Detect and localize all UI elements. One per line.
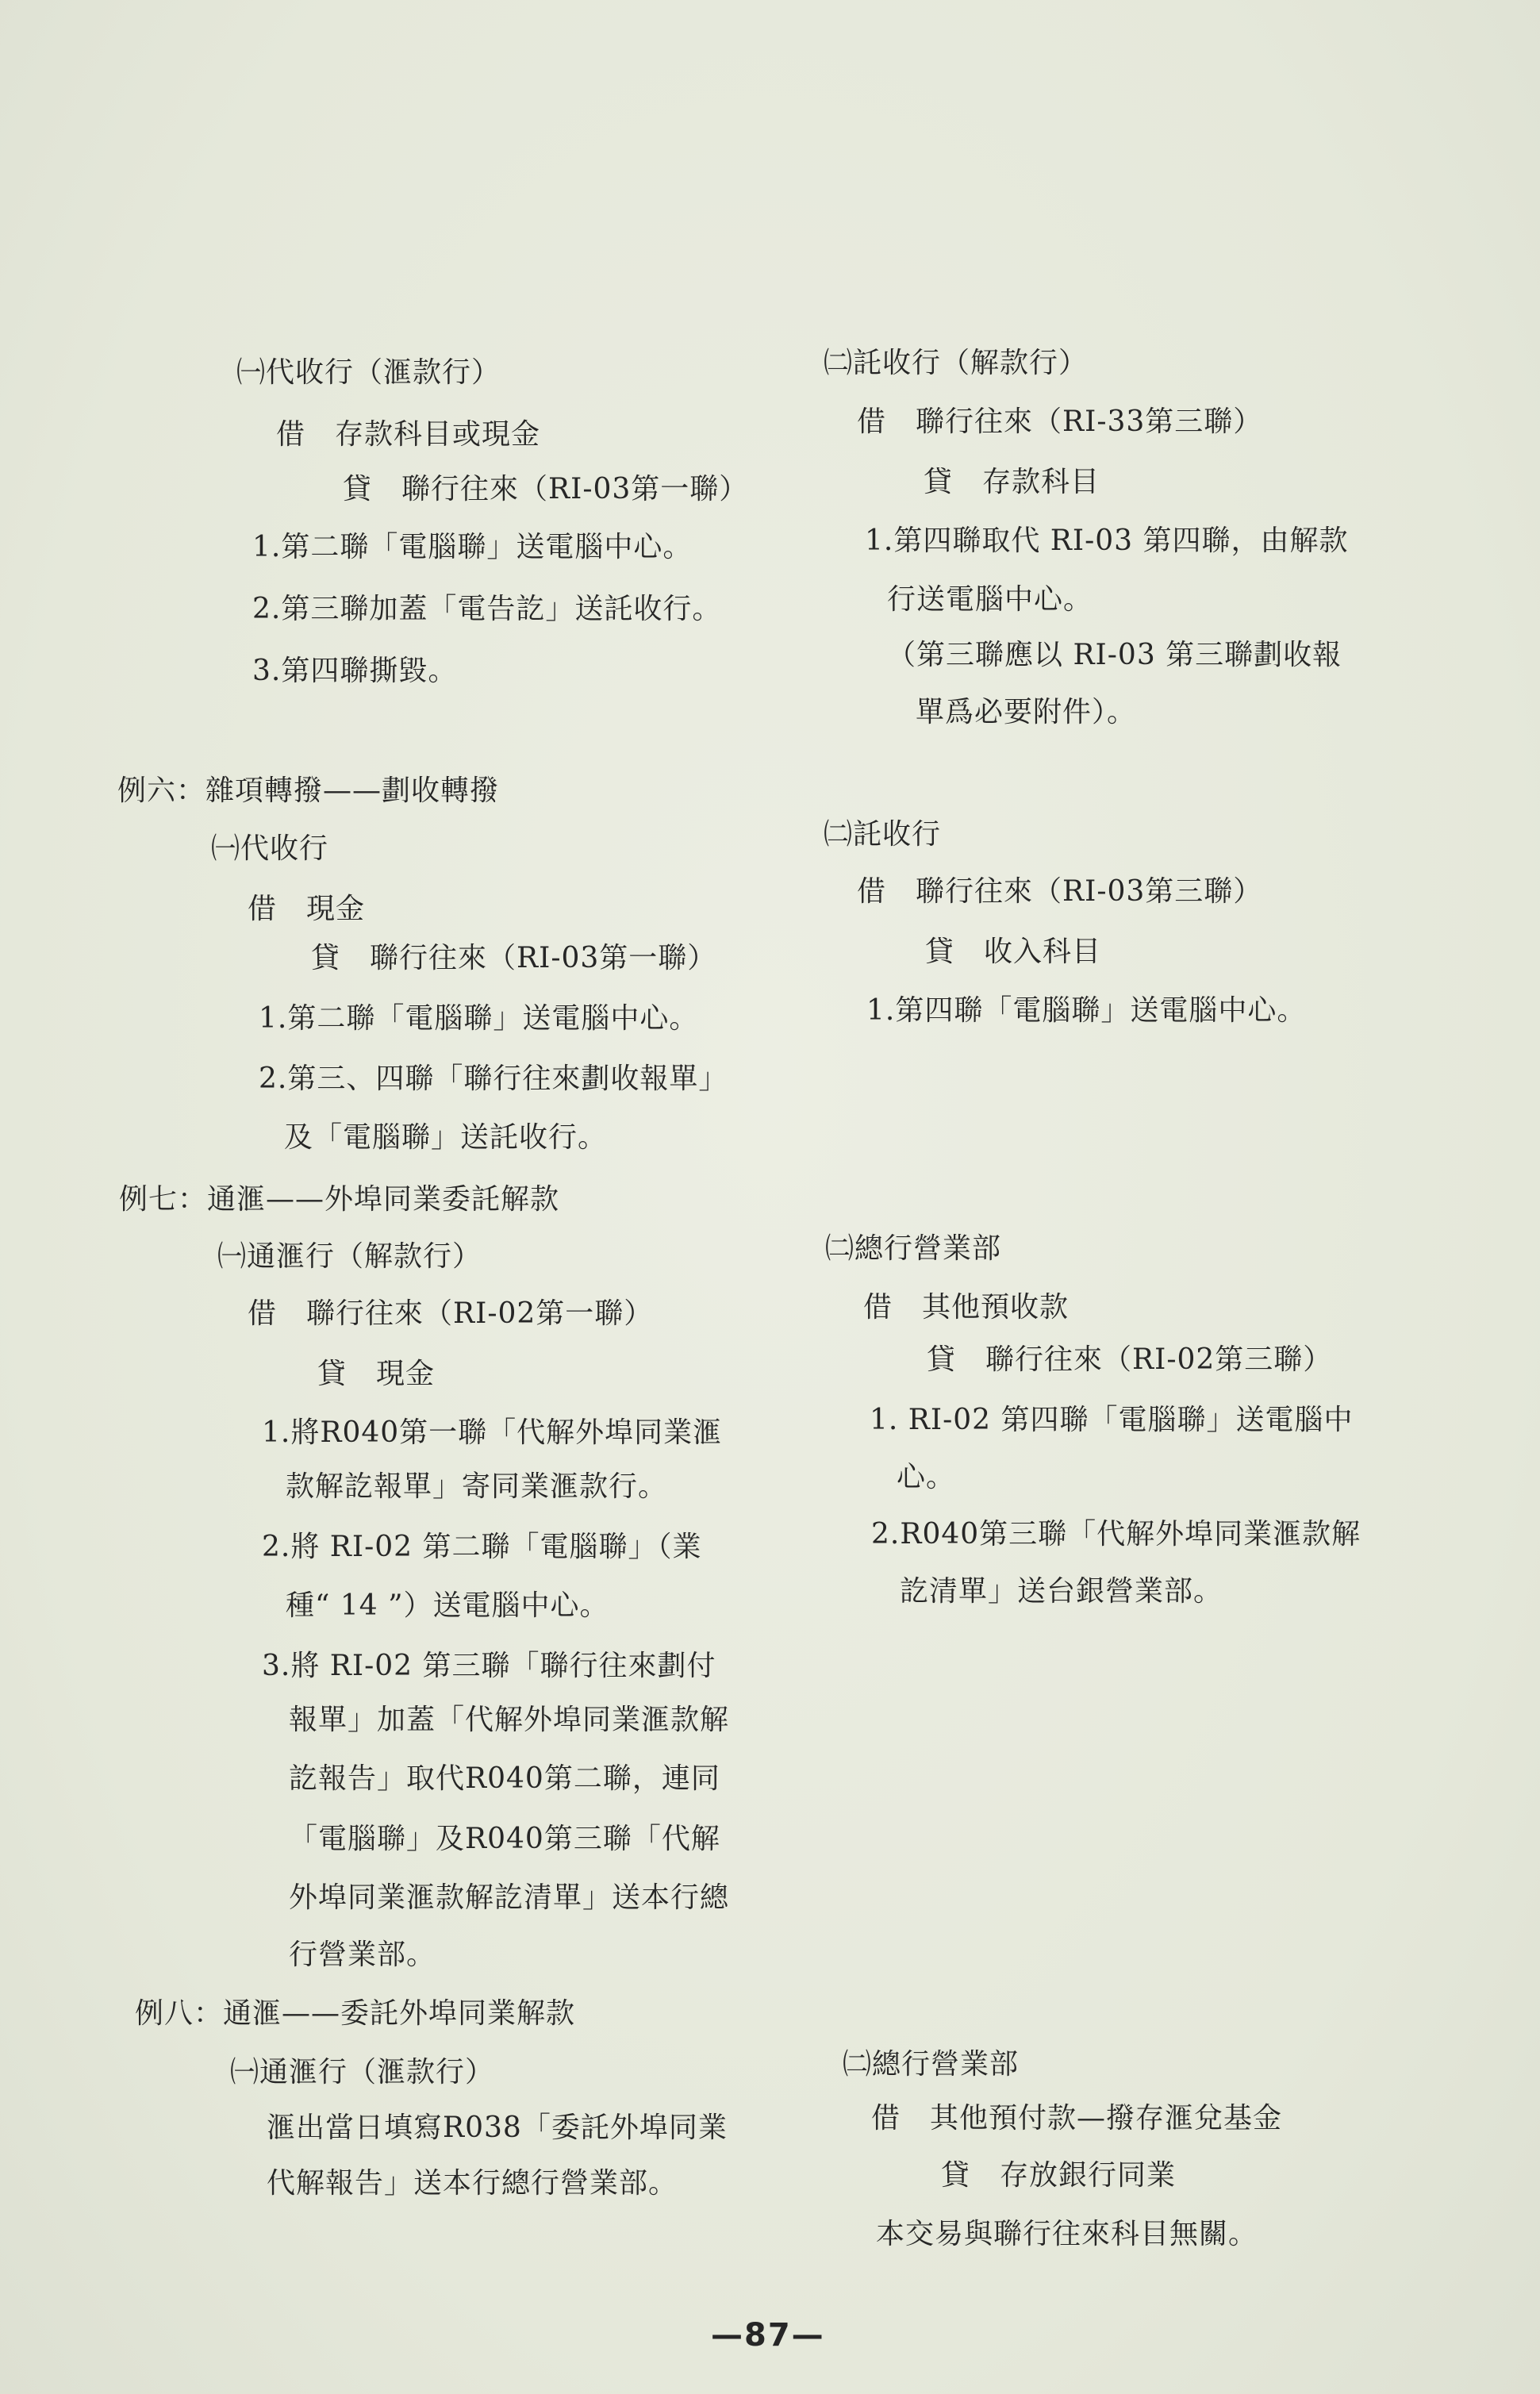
example6-sub: ㈠代收行	[211, 832, 329, 865]
example7-step2a: 2.將 RI-02 第二聯「電腦聯」（業	[262, 1531, 702, 1563]
example8-line2: 代解報告」送本行總行營業部。	[267, 2167, 678, 2200]
example7-sub: ㈠通滙行（解款行）	[217, 1240, 482, 1273]
example7-step1a: 1.將R040第一聯「代解外埠同業滙	[262, 1416, 723, 1449]
example7-credit: 貸 現金	[317, 1358, 436, 1390]
right-ex8-note: 本交易與聯行往來科目無關。	[876, 2218, 1258, 2250]
example7-debit: 借 聯行往來（RI-02第一聯）	[248, 1297, 654, 1330]
right-ex7-credit: 貸 聯行往來（RI-02第三聯）	[927, 1343, 1333, 1376]
example7-title: 例七：通滙——外埠同業委託解款	[119, 1183, 560, 1216]
right-s1-note2: 單爲必要附件）。	[916, 696, 1137, 728]
left-s1-step3: 3.第四聯撕毀。	[252, 655, 458, 687]
right-ex8-heading: ㈡總行營業部	[843, 2048, 1020, 2081]
right-s1-note1: （第三聯應以 RI-03 第三聯劃收報	[887, 639, 1342, 671]
example7-step3a: 3.將 RI-02 第三聯「聯行往來劃付	[262, 1650, 716, 1682]
right-ex6-debit: 借 聯行往來（RI-03第三聯）	[857, 875, 1263, 908]
example6-title: 例六：雜項轉撥——劃收轉撥	[117, 774, 500, 807]
example8-title: 例八：通滙——委託外埠同業解款	[135, 1997, 576, 2030]
left-s1-step2: 2.第三聯加蓋「電告訖」送託收行。	[252, 593, 722, 625]
right-ex8-debit: 借 其他預付款—撥存滙兌基金	[871, 2102, 1283, 2135]
example6-credit: 貸 聯行往來（RI-03第一聯）	[311, 942, 717, 974]
right-s1-step1a: 1.第四聯取代 RI-03 第四聯，由解款	[865, 525, 1349, 557]
example7-step3f: 行營業部。	[289, 1939, 436, 1971]
example8-line1: 滙出當日填寫R038「委託外埠同業	[267, 2112, 728, 2144]
right-ex6-step1: 1.第四聯「電腦聯」送電腦中心。	[866, 994, 1307, 1027]
example6-step2b: 及「電腦聯」送託收行。	[284, 1121, 608, 1154]
right-ex7-step2a: 2.R040第三聯「代解外埠同業滙款解	[871, 1518, 1361, 1551]
example7-step3e: 外埠同業滙款解訖清單」送本行總	[289, 1881, 730, 1914]
right-ex6-heading: ㈡託收行	[824, 818, 942, 851]
right-ex7-debit: 借 其他預收款	[863, 1291, 1070, 1324]
example7-step3d: 「電腦聯」及R040第三聯「代解	[289, 1823, 720, 1855]
example7-step3b: 報單」加蓋「代解外埠同業滙款解	[289, 1704, 730, 1736]
right-ex8-credit: 貸 存放銀行同業	[941, 2159, 1177, 2192]
left-s1-credit: 貸 聯行往來（RI-03第一聯）	[343, 473, 749, 505]
right-s1-credit: 貸 存款科目	[924, 466, 1100, 498]
example7-step2b: 種“ 14 ”）送電腦中心。	[286, 1589, 609, 1622]
left-s1-step1: 1.第二聯「電腦聯」送電腦中心。	[252, 531, 693, 563]
right-ex6-credit: 貸 收入科目	[925, 936, 1102, 968]
right-ex7-step1a: 1. RI-02 第四聯「電腦聯」送電腦中	[870, 1404, 1354, 1436]
right-s1-step1b: 行送電腦中心。	[887, 583, 1093, 616]
example8-sub: ㈠通滙行（滙款行）	[230, 2056, 495, 2089]
example6-debit: 借 現金	[248, 893, 366, 925]
page-number: —87—	[711, 2317, 825, 2354]
right-s1-heading: ㈡託收行（解款行）	[824, 347, 1089, 379]
right-ex7-heading: ㈡總行營業部	[825, 1232, 1002, 1265]
example6-step2a: 2.第三、四聯「聯行往來劃收報單」	[259, 1063, 728, 1095]
left-s1-heading: ㈠代收行（滙款行）	[236, 356, 501, 389]
right-s1-debit: 借 聯行往來（RI-33第三聯）	[857, 405, 1263, 438]
left-s1-debit: 借 存款科目或現金	[276, 418, 541, 451]
example7-step3c: 訖報告」取代R040第二聯，連同	[289, 1762, 720, 1795]
example7-step1b: 款解訖報單」寄同業滙款行。	[286, 1470, 668, 1503]
example6-step1: 1.第二聯「電腦聯」送電腦中心。	[259, 1002, 699, 1035]
right-ex7-step2b: 訖清單」送台銀營業部。	[900, 1575, 1223, 1608]
right-ex7-step1b: 心。	[897, 1461, 956, 1493]
